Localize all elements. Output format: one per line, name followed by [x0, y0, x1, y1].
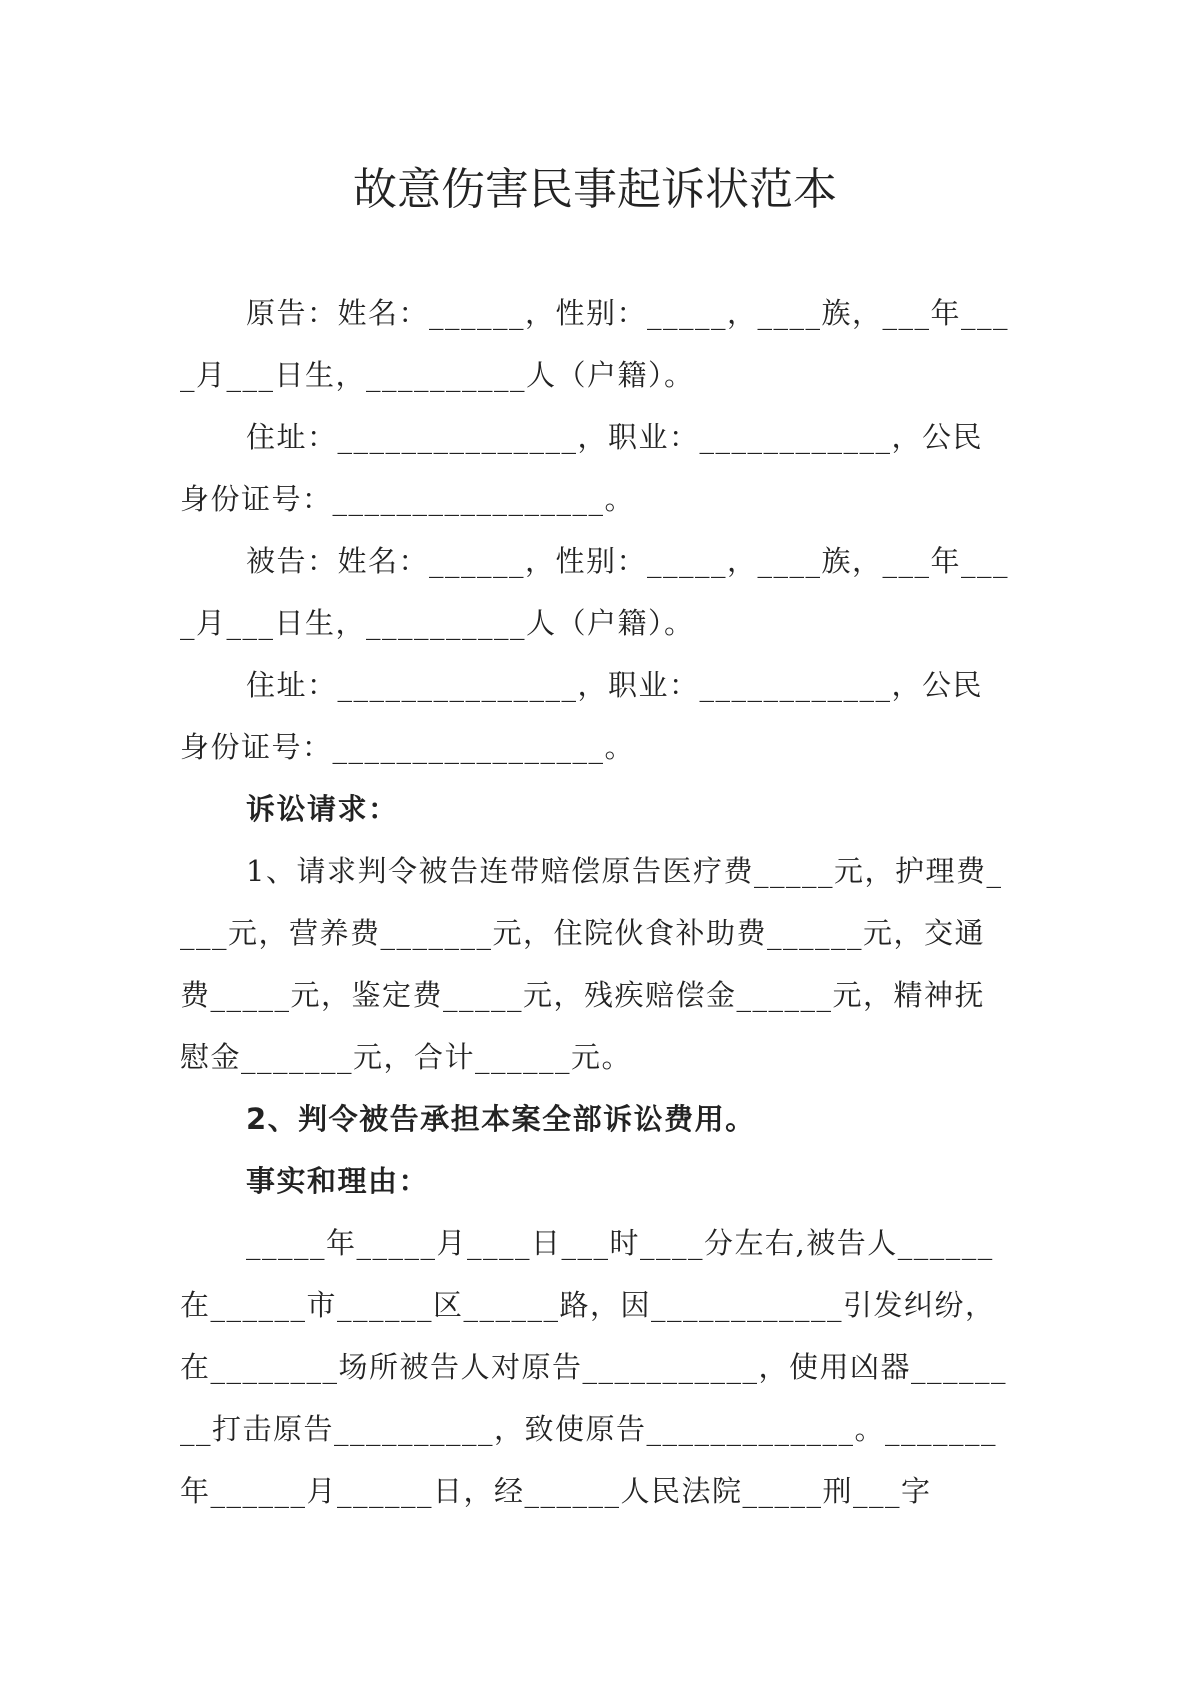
- defendant-address-paragraph: 住址：_______________，职业：____________，公民身份证号：_________________。: [180, 668, 984, 764]
- plaintiff-address-paragraph: 住址：_______________，职业：____________，公民身份证号：_________________。: [180, 420, 984, 516]
- facts-paragraph: _____年_____月____日___时____分左右,被告人______在______市______区______路，因____________引发纠纷，在________场所被告人对原告___________，使用凶器________打击原告__________，致使原告_____________。_______年______月______日，经______人民法院_____刑___字: [180, 1226, 1008, 1508]
- claim-item-1: 1、请求判令被告连带赔偿原告医疗费_____元，护理费____元，营养费_______元，住院伙食补助费______元，交通费_____元，鉴定费_____元，残疾赔偿金______元，精神抚慰金_______元，合计______元。: [180, 854, 1003, 1074]
- document-title: 故意伤害民事起诉状范本: [353, 164, 837, 215]
- defendant-identity-paragraph: 被告：姓名：______，性别：_____，____族，___年____月___日生，__________人（户籍）。: [180, 544, 1010, 640]
- facts-heading: 事实和理由：: [246, 1164, 430, 1198]
- claim-item-2: 2、判令被告承担本案全部诉讼费用。: [246, 1102, 756, 1136]
- plaintiff-identity-paragraph: 原告：姓名：______，性别：_____，____族，___年____月___日生，__________人（户籍）。: [180, 296, 1010, 392]
- claims-heading: 诉讼请求：: [246, 792, 399, 826]
- document-body: [180, 282, 1010, 1522]
